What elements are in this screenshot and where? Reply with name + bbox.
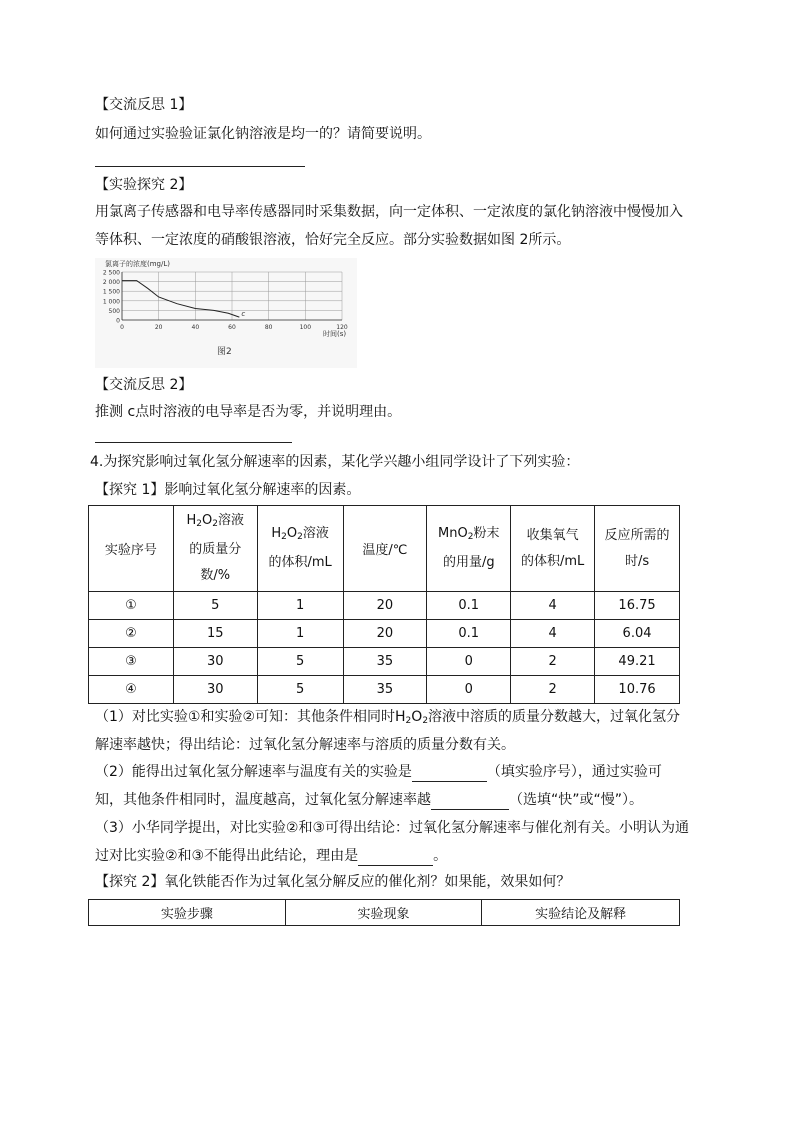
experiment-2-text-2: 等体积、一定浓度的硝酸银溶液，恰好完全反应。部分实验数据如图 2所示。 (95, 232, 571, 248)
x-tick-label: 80 (264, 324, 273, 331)
question-reflection-2: 推测 c点时溶液的电导率是否为零，并说明理由。 (95, 404, 402, 420)
heading-reflection-1: 【交流反思 1】 (95, 97, 193, 113)
y-tick-label: 0 (116, 317, 120, 325)
header-cell: 反应所需的 时/s (595, 506, 680, 592)
table-cell: 30 (173, 648, 257, 676)
table-row (89, 648, 680, 676)
x-axis-label: 时间(s) (323, 330, 347, 338)
table-cell: 1 (257, 592, 343, 620)
table-cell: 1 (257, 620, 343, 648)
table-cell: 5 (173, 592, 257, 620)
q4-intro: 4.为探究影响过氧化氢分解速率的因素，某化学兴趣小组同学设计了下列实验： (90, 454, 580, 470)
table-cell: ④ (89, 676, 174, 704)
table-row (89, 620, 680, 648)
y-tick-label: 500 (108, 307, 120, 315)
y-axis-label: 氯离子的浓度(mg/L) (105, 260, 170, 268)
header-cell: MnO$_2$粉末 的用量/g (427, 506, 511, 592)
header-cell: 收集氧气 的体积/mL (511, 506, 595, 592)
paragraph-2-line-1: （2）能得出过氧化氢分解速率与温度有关的实验是 （填实验序号），通过实验可 (95, 764, 662, 780)
header-cell: 温度/℃ (343, 506, 427, 592)
figure-2-chart (95, 258, 357, 368)
table-cell: 4 (511, 592, 595, 620)
paragraph-3-line-2: 过对比实验②和③不能得出此结论，理由是 。 (95, 848, 448, 864)
table-cell: 15 (173, 620, 257, 648)
heading-experiment-2: 【实验探究 2】 (95, 177, 193, 193)
paragraph-3-line-1: （3）小华同学提出，对比实验②和③可得出结论：过氧化氢分解速率与催化剂有关。小明认为通 (95, 820, 690, 836)
table-cell: 5 (257, 648, 343, 676)
table-header-row (89, 900, 680, 926)
table-cell: 49.21 (595, 648, 680, 676)
answer-line-1 (95, 166, 305, 167)
experiment-2-table (88, 899, 680, 926)
table-cell: 35 (343, 648, 427, 676)
y-tick-label: 1 000 (102, 298, 120, 306)
table-cell: ② (89, 620, 174, 648)
paragraph-1-line-1: （1）对比实验①和实验②可知：其他条件相同时$H_2O_2$溶液中溶质的质量分数越大，过氧化氢分 (95, 709, 681, 726)
x-tick-label: 0 (120, 324, 124, 331)
table-cell: 0 (427, 648, 511, 676)
table-cell: 20 (343, 620, 427, 648)
explore-2-heading: 【探究 2】氧化铁能否作为过氧化氢分解反应的催化剂？如果能，效果如何？ (95, 874, 571, 890)
y-tick-label: 1 500 (102, 288, 120, 296)
table-cell: 20 (343, 592, 427, 620)
table-cell: 0.1 (427, 620, 511, 648)
table-row (89, 676, 680, 704)
paragraph-1-line-2: 解速率越快；得出结论：过氧化氢分解速率与溶质的质量分数有关。 (95, 737, 515, 753)
heading-reflection-2: 【交流反思 2】 (95, 377, 193, 393)
table-cell: 6.04 (595, 620, 680, 648)
header-cell: $H_2O_2$溶液 的体积/mL (257, 506, 343, 592)
table-cell: ③ (89, 648, 174, 676)
table-row (89, 592, 680, 620)
table-cell: 35 (343, 676, 427, 704)
table-cell: ① (89, 592, 174, 620)
header-cell: 实验序号 (89, 506, 174, 592)
question-reflection-1: 如何通过实验验证氯化钠溶液是均一的？请简要说明。 (95, 126, 431, 142)
figure-caption: 图2 (217, 347, 232, 357)
fill-blank-reason[interactable] (358, 849, 433, 866)
chart-svg (95, 258, 357, 368)
table-header-row (89, 506, 680, 592)
experiment-2-text-1: 用氯离子传感器和电导率传感器同时采集数据，向一定体积、一定浓度的氯化钠溶液中慢慢加入 (95, 204, 683, 220)
answer-line-2 (95, 442, 292, 443)
data-table (88, 505, 680, 704)
paragraph-2-line-2: 知，其他条件相同时，温度越高，过氧化氢分解速率越 （选填“快”或“慢”）。 (95, 792, 644, 808)
table-cell: 0.1 (427, 592, 511, 620)
y-tick-label: 2 500 (102, 269, 120, 277)
x-tick-label: 20 (154, 324, 163, 331)
header-cell: 实验结论及解释 (482, 900, 680, 926)
header-cell: $H_2O_2$溶液 的质量分 数/% (173, 506, 257, 592)
point-label-c: c (241, 310, 246, 319)
table-cell: 10.76 (595, 676, 680, 704)
table-cell: 5 (257, 676, 343, 704)
x-tick-label: 60 (228, 324, 236, 331)
explore-1-heading: 【探究 1】影响过氧化氢分解速率的因素。 (95, 482, 361, 498)
table-cell: 2 (511, 676, 595, 704)
fill-blank-experiment-number[interactable] (412, 765, 487, 782)
y-tick-label: 2 000 (102, 279, 120, 287)
x-tick-label: 40 (191, 324, 200, 331)
fill-blank-speed[interactable] (431, 793, 509, 810)
table-cell: 16.75 (595, 592, 680, 620)
header-cell: 实验现象 (285, 900, 482, 926)
series-line (122, 281, 239, 317)
table-cell: 4 (511, 620, 595, 648)
table-cell: 30 (173, 676, 257, 704)
table-cell: 0 (427, 676, 511, 704)
table-cell: 2 (511, 648, 595, 676)
x-tick-label: 120 (336, 324, 348, 331)
header-cell: 实验步骤 (89, 900, 286, 926)
x-tick-label: 100 (299, 324, 312, 331)
